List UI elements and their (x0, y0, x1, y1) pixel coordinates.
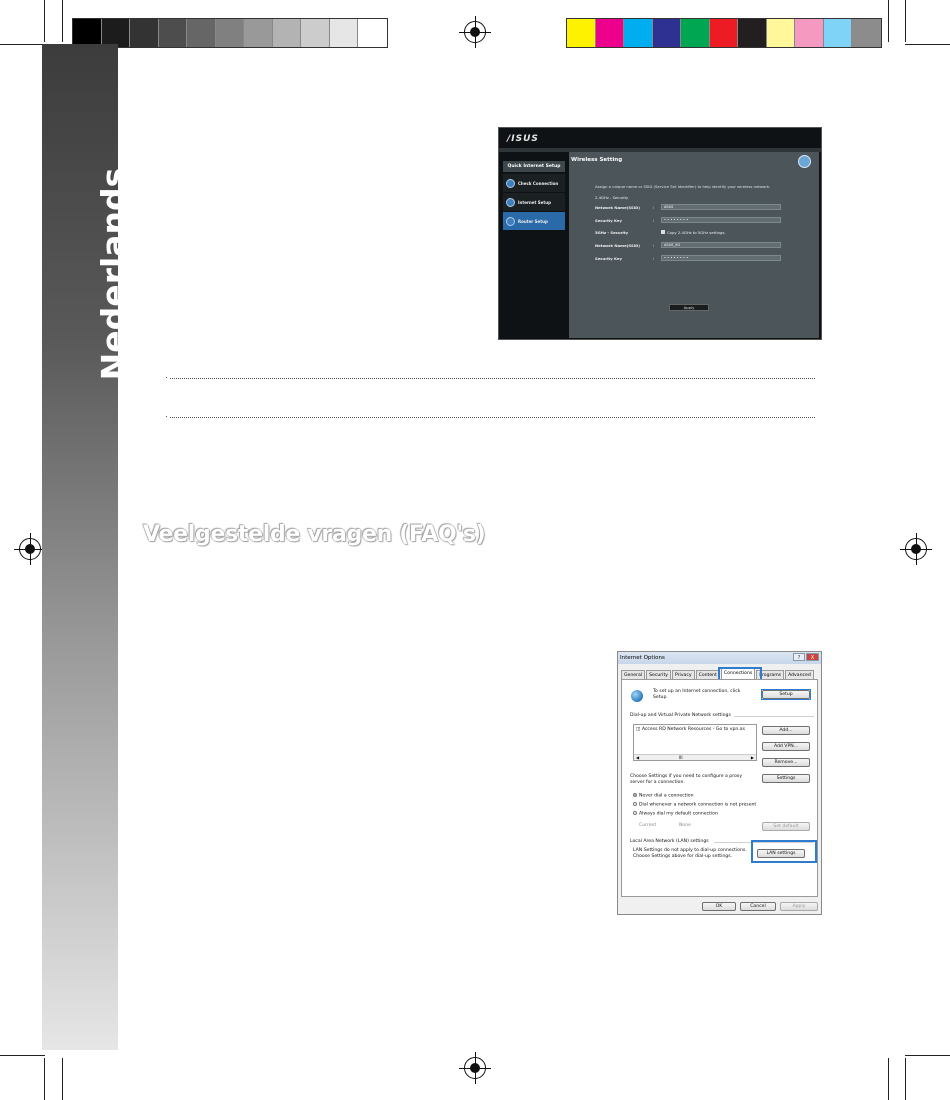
crop-mark (44, 1058, 45, 1100)
ssid1-input[interactable]: ASUS (661, 204, 781, 210)
color-swatch (102, 19, 131, 47)
color-swatch (130, 19, 159, 47)
color-swatch (187, 19, 216, 47)
color-swatch (767, 19, 796, 47)
radio-never-dial[interactable]: Never dial a connection (633, 793, 694, 800)
color-swatch (301, 19, 330, 47)
ok-button[interactable]: OK (702, 902, 736, 911)
crop-mark (0, 44, 45, 45)
lan-group-label: Local Area Network (LAN) settings (630, 839, 709, 844)
router-setup-screenshot (498, 127, 822, 340)
dotted-rule (170, 378, 815, 379)
color-swatch (653, 19, 682, 47)
color-swatch (159, 19, 188, 47)
registration-mark-icon (464, 1057, 486, 1079)
current-label: Current (639, 823, 657, 828)
key1-label: Security Key (595, 217, 622, 223)
crop-mark (62, 0, 63, 42)
ssid2-row (595, 242, 781, 248)
color-swatch (710, 19, 739, 47)
router-nav-header: Quick Internet Setup (503, 161, 565, 172)
globe-icon (506, 198, 515, 207)
tab-connections[interactable]: Connections (721, 668, 755, 679)
registration-mark-icon (464, 21, 486, 43)
router-nav-label: Check Connection (518, 180, 559, 186)
router-nav-item-internet-setup[interactable] (503, 193, 565, 211)
radio-dial-when-needed[interactable]: Dial whenever a network connection is not present (633, 802, 756, 809)
proxy-text: Choose Settings if you need to configure a proxy server for a connection. (630, 774, 743, 785)
cancel-button[interactable]: Cancel (740, 902, 776, 911)
close-button[interactable]: X (806, 653, 819, 661)
router-icon (506, 217, 515, 226)
crop-mark (888, 0, 889, 42)
registration-mark-icon (19, 538, 41, 560)
color-swatch (73, 19, 102, 47)
dialog-title: Internet Options (620, 655, 665, 661)
key2-row (595, 255, 781, 261)
language-tab-label: Nederlands (94, 167, 133, 381)
key2-label: Security Key (595, 255, 622, 261)
apply-button[interactable]: Apply (780, 902, 818, 911)
ssid1-row (595, 204, 781, 210)
ssid2-label: Network Name(SSID) (595, 242, 641, 248)
separator: I (653, 204, 655, 210)
help-button[interactable]: ? (793, 653, 805, 661)
add-button[interactable]: Add... (762, 726, 810, 735)
lan-settings-highlight (751, 840, 817, 863)
panel-description: Assign a unique name or SSID (Service Set Identifier) to help identify your wireless network. (595, 184, 771, 189)
globe-icon (631, 690, 643, 702)
color-swatch (596, 19, 625, 47)
setup-text: To set up an Internet connection, click Setup. (653, 689, 741, 700)
current-value: None (679, 823, 691, 828)
connection-list[interactable] (633, 724, 757, 761)
settings-button[interactable]: Settings (762, 774, 810, 783)
set-default-button[interactable]: Set default (762, 822, 810, 831)
tab-security[interactable]: Security (646, 670, 671, 679)
crop-mark (44, 0, 45, 42)
radio-always-dial[interactable]: Always dial my default connection (633, 811, 718, 818)
crop-mark (62, 1058, 63, 1100)
band2-label: 5GHz - Security (595, 230, 629, 235)
color-bar (566, 18, 882, 48)
scroll-right-icon: ▶ (750, 755, 754, 760)
router-nav-label: Internet Setup (518, 199, 552, 205)
key1-row (595, 217, 781, 223)
color-swatch (738, 19, 767, 47)
crop-mark (888, 1058, 889, 1100)
scroll-thumb[interactable]: III (679, 755, 683, 760)
tab-privacy[interactable]: Privacy (672, 670, 695, 679)
scroll-left-icon: ◀ (636, 755, 640, 760)
grayscale-bar (72, 18, 388, 48)
add-vpn-button[interactable]: Add VPN... (762, 742, 810, 751)
list-item[interactable]: ◫ Access RD Network Resources - Go to vpn.as (636, 727, 745, 732)
separator: I (653, 217, 655, 223)
router-apply-button[interactable]: Apply (669, 304, 709, 311)
color-swatch (852, 19, 881, 47)
ssid2-input[interactable]: ASUS_5G (661, 242, 781, 248)
home-icon[interactable] (798, 155, 811, 168)
color-swatch (358, 19, 387, 47)
setup-button-highlight (761, 689, 811, 700)
band2-row (595, 230, 726, 235)
tab-content[interactable]: Content (696, 670, 720, 679)
color-swatch (244, 19, 273, 47)
router-nav-item-check-connection[interactable] (503, 174, 565, 192)
color-swatch (624, 19, 653, 47)
separator: I (653, 242, 655, 248)
crop-mark (905, 1055, 950, 1056)
registration-mark-icon (905, 538, 927, 560)
wireless-setting-panel (569, 152, 819, 338)
crop-mark (905, 44, 950, 45)
color-swatch (681, 19, 710, 47)
band1-label-row (595, 195, 628, 200)
ssid1-label: Network Name(SSID) (595, 204, 641, 210)
key1-input[interactable]: • • • • • • • • (661, 217, 781, 223)
remove-button[interactable]: Remove... (762, 758, 810, 767)
setup-button[interactable]: Setup (762, 690, 810, 699)
connections-panel (621, 679, 818, 897)
lan-text: LAN Settings do not apply to dial-up connections. Choose Settings above for dial-up settings. (633, 848, 747, 859)
crop-mark (0, 1055, 45, 1056)
color-swatch (216, 19, 245, 47)
lan-settings-button[interactable]: LAN settings (757, 849, 805, 858)
dialog-titlebar (618, 652, 821, 664)
dialup-group-label: Dial-up and Virtual Private Network settings (630, 713, 731, 718)
globe-icon (506, 179, 515, 188)
copy-checkbox[interactable]: Copy 2.4GHz to 5GHz settings. (661, 230, 726, 235)
panel-title: Wireless Setting (571, 157, 623, 163)
crop-mark (905, 1058, 906, 1100)
router-nav-label: Router Setup (518, 218, 548, 224)
tab-general[interactable]: General (621, 670, 645, 679)
tab-programs[interactable]: Programs (756, 670, 784, 679)
dotted-rule (170, 417, 815, 418)
color-swatch (330, 19, 359, 47)
network-icon: ◫ (636, 727, 641, 732)
color-swatch (824, 19, 853, 47)
horizontal-scrollbar[interactable] (634, 754, 756, 760)
router-nav-item-router-setup[interactable] (503, 212, 565, 230)
separator: I (653, 255, 655, 261)
band1-label: 2.4GHz - Security (595, 195, 629, 200)
faq-heading: Veelgestelde vragen (FAQ's) (143, 522, 486, 547)
language-sidebar (42, 44, 133, 1050)
tab-advanced[interactable]: Advanced (785, 670, 814, 679)
router-nav (503, 161, 565, 231)
internet-options-dialog (617, 651, 822, 915)
asus-logo: /ISUS (507, 134, 539, 144)
color-swatch (795, 19, 824, 47)
color-swatch (567, 19, 596, 47)
crop-mark (905, 0, 906, 42)
color-swatch (273, 19, 302, 47)
key2-input[interactable]: • • • • • • • • (661, 255, 781, 261)
